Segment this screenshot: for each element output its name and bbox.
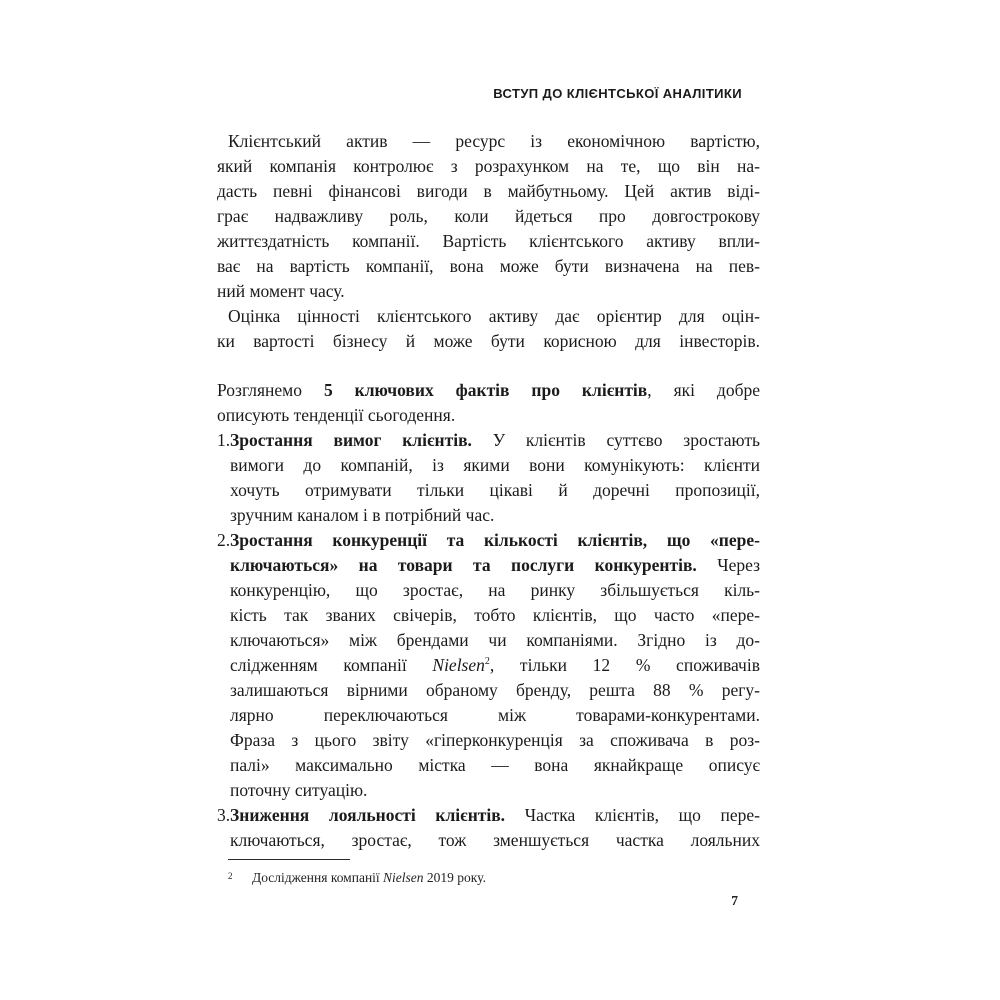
text-line: ключаються» між брендами чи компаніями. Згідно із до- xyxy=(230,630,760,650)
list-item-number: 1. xyxy=(217,430,231,450)
text-line: кість так званих свічерів, тобто клієнтів, що часто «пере- xyxy=(230,605,760,625)
text-line: ключаються» на товари та послуги конкурентів. Через xyxy=(230,555,760,575)
text-line: Оцінка цінності клієнтського активу дає орієнтир для оцін- xyxy=(228,306,760,326)
text-line: життєздатність компанії. Вартість клієнтського активу впли- xyxy=(217,231,760,251)
footnote xyxy=(217,869,760,886)
text-line: лярно переключаються між товарами-конкурентами. xyxy=(230,705,760,725)
text-line: хочуть отримувати тільки цікаві й доречні пропозиції, xyxy=(230,480,760,500)
running-header: ВСТУП ДО КЛІЄНТСЬКОЇ АНАЛІТИКИ xyxy=(493,86,742,101)
paragraph-gap xyxy=(217,354,760,378)
text-column xyxy=(217,86,760,886)
paragraph xyxy=(217,378,760,428)
text-line: поточну ситуацію. xyxy=(230,780,368,800)
text-line: Клієнтський актив — ресурс із економічною вартістю, xyxy=(228,131,760,151)
text-line: Зростання вимог клієнтів. У клієнтів суттєво зростають xyxy=(230,430,761,450)
text-line: конкуренцію, що зростає, на ринку збільшується кіль- xyxy=(230,580,760,600)
text-line: грає надважливу роль, коли йдеться про довгострокову xyxy=(217,206,760,226)
text-line: ний момент часу. xyxy=(217,281,345,301)
text-line: описують тенденції сьогодення. xyxy=(217,405,456,425)
footnote-separator xyxy=(228,859,350,860)
list-item xyxy=(217,428,760,528)
list-item xyxy=(217,803,760,853)
text-line: ває на вартість компанії, вона може бути визначена на пев- xyxy=(217,256,760,276)
text-line: ки вартості бізнесу й може бути корисною для інвесторів. xyxy=(217,331,760,351)
text-line: Зростання конкуренції та кількості клієнтів, що «пере- xyxy=(230,530,760,550)
text-line: дасть певні фінансові вигоди в майбутньому. Цей актив віді- xyxy=(217,181,760,201)
text-line: який компанія контролює з розрахунком на те, що він на- xyxy=(217,156,760,176)
page-number: 7 xyxy=(731,893,738,908)
text-line: Розглянемо 5 ключових фактів про клієнтів, які добре xyxy=(217,380,760,400)
paragraph xyxy=(217,304,760,354)
list-item xyxy=(217,528,760,803)
text-line: вимоги до компаній, із якими вони комунікують: клієнти xyxy=(230,455,760,475)
list-item-number: 3. xyxy=(217,805,231,825)
text-line: Фраза з цього звіту «гіперконкуренція за споживача в роз- xyxy=(230,730,760,750)
footnote-text: Дослідження компанії Nielsen 2019 року. xyxy=(252,870,486,885)
page-body xyxy=(217,129,760,853)
text-line: Зниження лояльності клієнтів. Частка клієнтів, що пере- xyxy=(230,805,760,825)
text-line: палі» максимально містка — вона якнайкраще описує xyxy=(230,755,760,775)
text-line: залишаються вірними обраному бренду, решта 88 % регу- xyxy=(230,680,760,700)
list-item-number: 2. xyxy=(217,530,231,550)
paragraph xyxy=(217,129,760,304)
text-line: слідженням компанії Nielsen$^2$, тільки 12 % споживачів xyxy=(230,655,760,675)
text-line: зручним каналом і в потрібний час. xyxy=(230,505,495,525)
text-line: ключаються, зростає, тож зменшується частка лояльних xyxy=(230,830,760,850)
footnote-marker: 2 xyxy=(228,871,233,881)
